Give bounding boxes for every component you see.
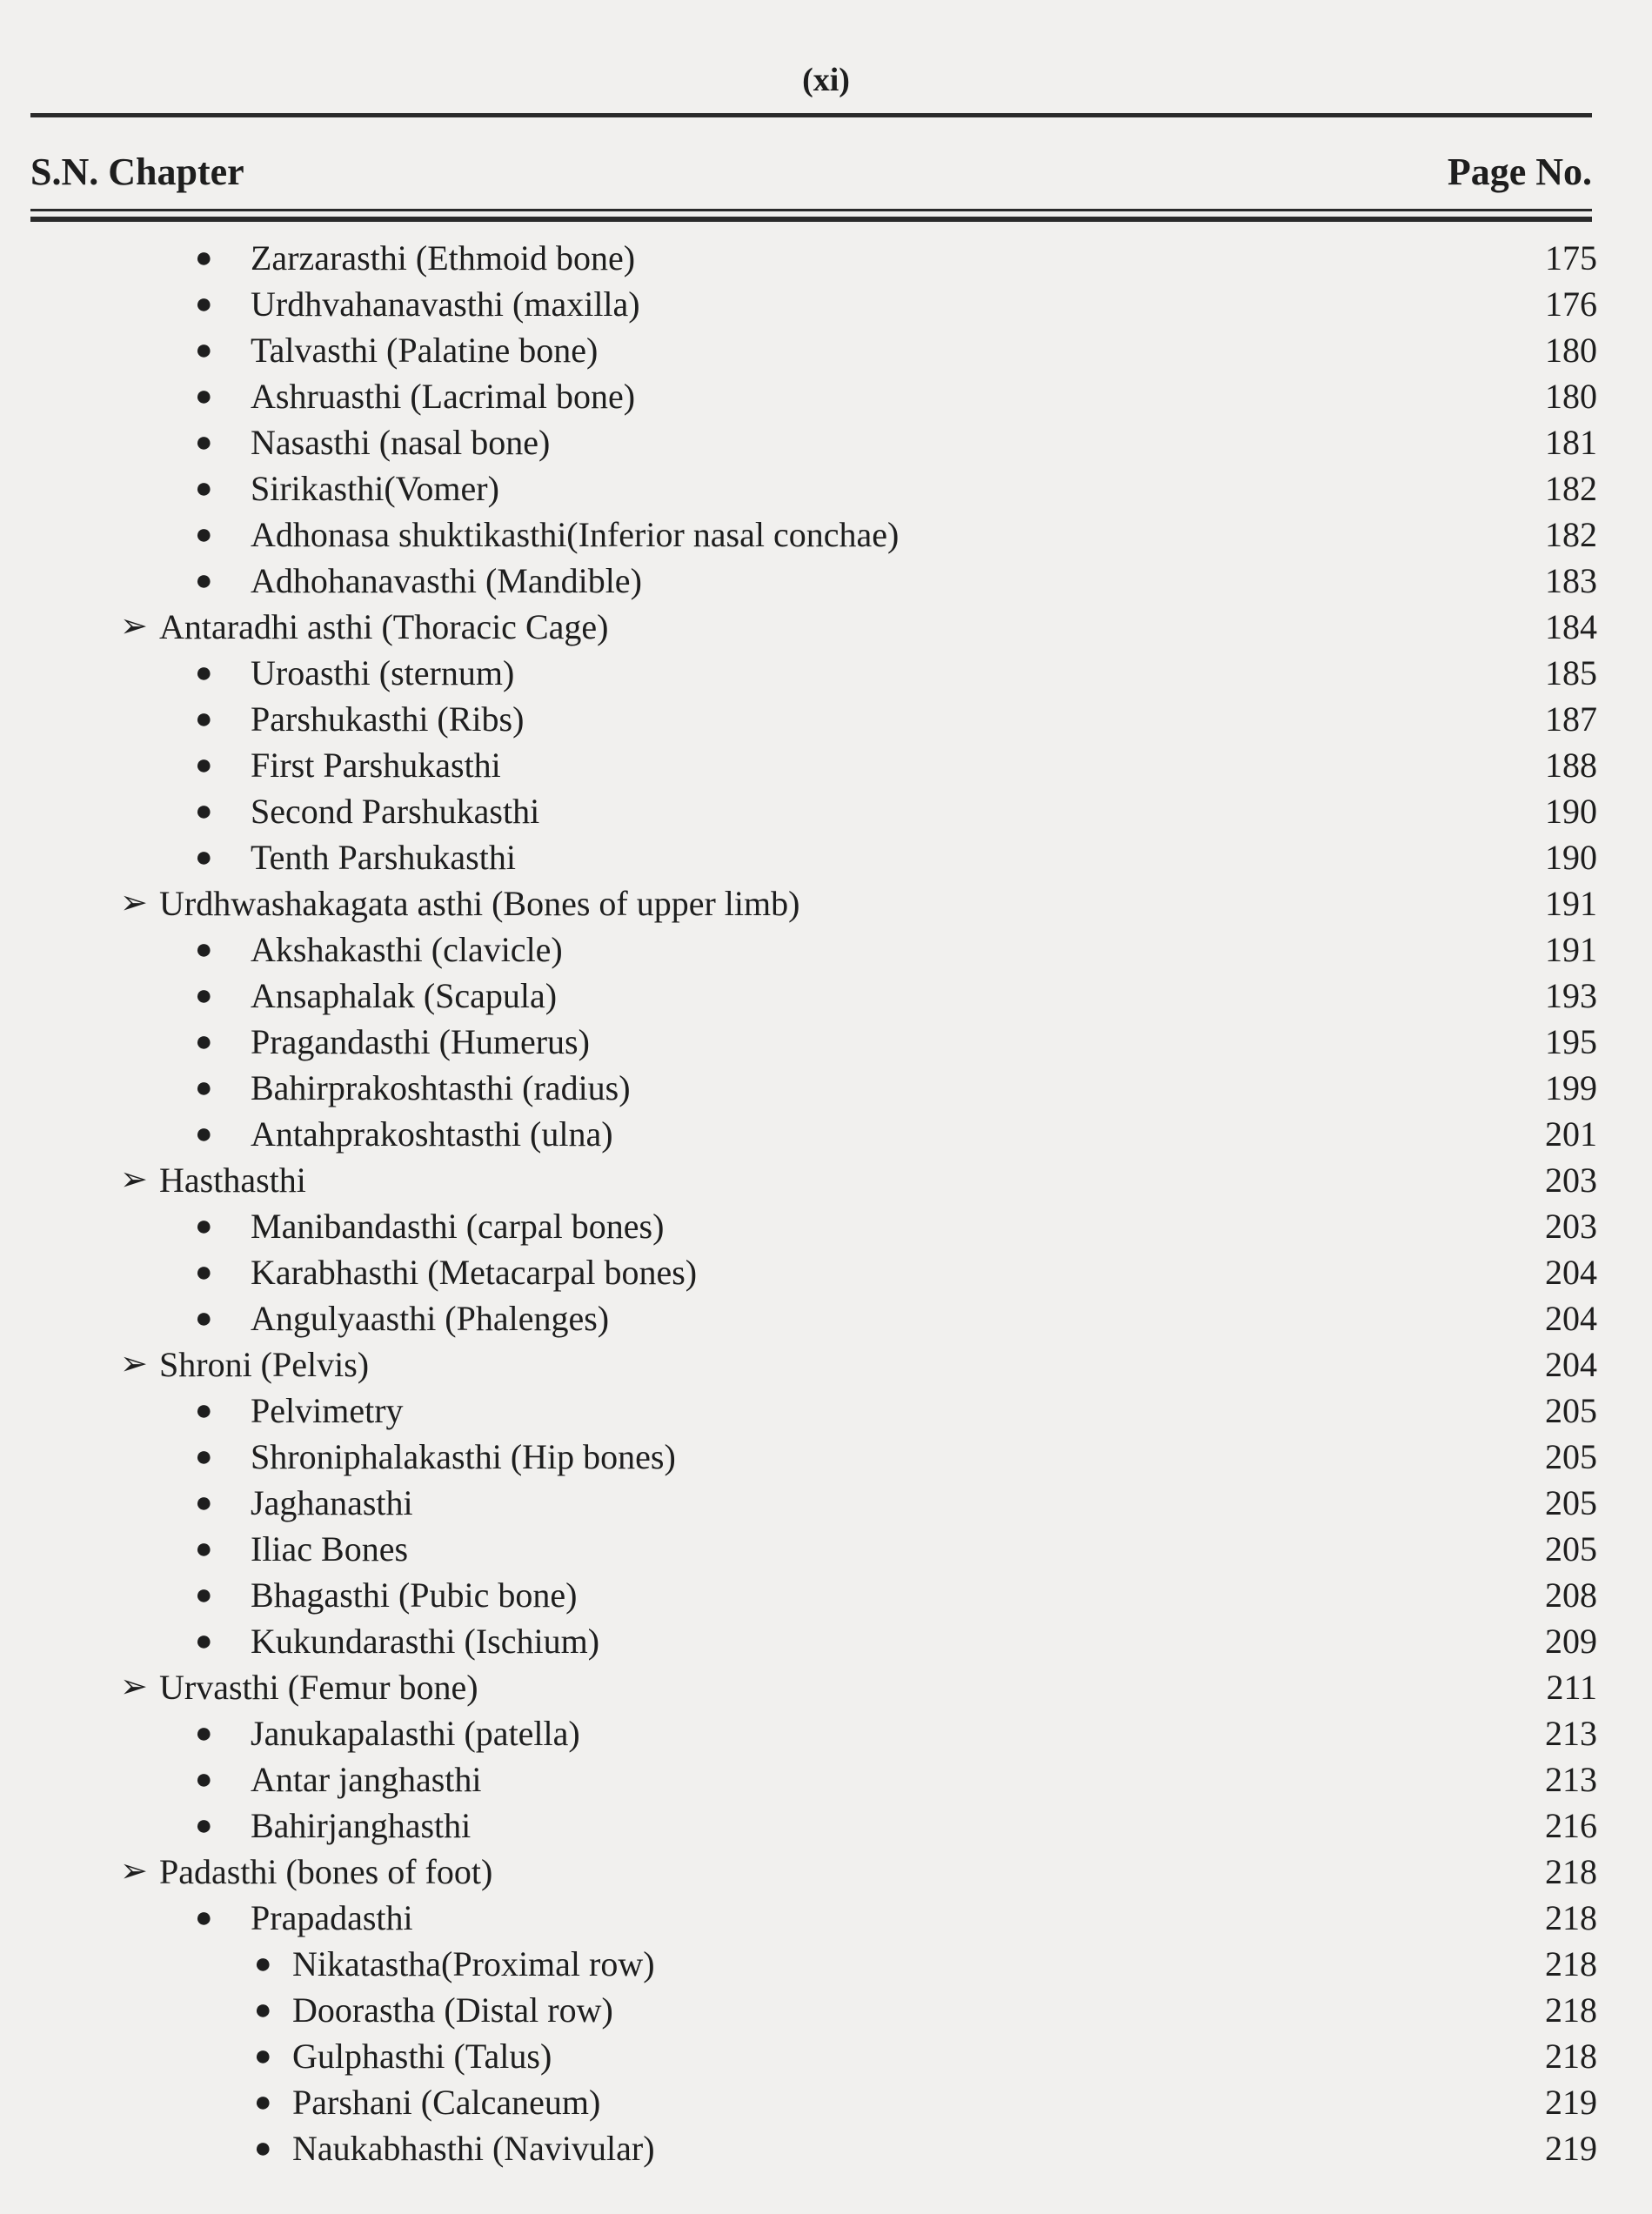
bullet-icon: ● bbox=[195, 1118, 213, 1150]
toc-entry-title: Second Parshukasthi bbox=[251, 792, 540, 831]
toc-entry-title: Padasthi (bones of foot) bbox=[159, 1852, 493, 1891]
bullet-icon: ● bbox=[195, 657, 213, 689]
toc-entry bbox=[0, 327, 1652, 373]
toc-entry-title: Ansaphalak (Scapula) bbox=[251, 976, 558, 1015]
toc-entry bbox=[0, 1987, 1652, 2033]
bullet-icon: ● bbox=[195, 1763, 213, 1796]
bullet-icon: ● bbox=[254, 1994, 272, 2026]
bullet-icon: ● bbox=[195, 1395, 213, 1427]
bullet-icon: ● bbox=[195, 334, 213, 366]
toc-entry-title: First Parshukasthi bbox=[251, 746, 501, 785]
toc-entry bbox=[0, 1341, 1652, 1388]
bullet-icon: ● bbox=[195, 1026, 213, 1058]
toc-entry bbox=[0, 1111, 1652, 1157]
bullet-icon: ● bbox=[195, 980, 213, 1012]
section-arrow-icon: ➢ bbox=[120, 885, 148, 921]
toc-entry-title: Tenth Parshukasthi bbox=[251, 838, 516, 877]
toc-entry bbox=[0, 696, 1652, 742]
toc-entry-page: 203 bbox=[1545, 1161, 1597, 1200]
bullet-icon: ● bbox=[195, 472, 213, 505]
toc-entry-page: 218 bbox=[1545, 1944, 1597, 1983]
table-of-contents bbox=[0, 235, 1652, 2171]
table-header bbox=[30, 150, 1592, 202]
toc-entry-title: Naukabhasthi (Navivular) bbox=[292, 2129, 655, 2168]
page-number: (xi) bbox=[802, 62, 850, 98]
toc-entry-page: 209 bbox=[1545, 1622, 1597, 1661]
toc-entry-page: 216 bbox=[1545, 1806, 1597, 1845]
section-arrow-icon: ➢ bbox=[120, 1853, 148, 1890]
toc-entry bbox=[0, 650, 1652, 696]
toc-entry-page: 218 bbox=[1545, 2037, 1597, 2076]
toc-entry-page: 191 bbox=[1545, 884, 1597, 923]
toc-entry-title: Nikatastha(Proximal row) bbox=[292, 1944, 655, 1983]
bullet-icon: ● bbox=[195, 380, 213, 412]
toc-entry-page: 218 bbox=[1545, 1852, 1597, 1891]
toc-entry-title: Shroniphalakasthi (Hip bones) bbox=[251, 1437, 676, 1476]
header-rule-thick bbox=[30, 217, 1592, 222]
toc-entry-page: 204 bbox=[1545, 1299, 1597, 1338]
toc-entry-title: Uroasthi (sternum) bbox=[251, 653, 515, 692]
toc-entry bbox=[0, 1295, 1652, 1341]
bullet-icon: ● bbox=[195, 1256, 213, 1288]
toc-entry-title: Jaghanasthi bbox=[251, 1483, 413, 1522]
toc-entry-page: 205 bbox=[1545, 1529, 1597, 1569]
toc-entry-title: Janukapalasthi (patella) bbox=[251, 1714, 580, 1753]
toc-entry-page: 213 bbox=[1545, 1760, 1597, 1799]
toc-entry-title: Talvasthi (Palatine bone) bbox=[251, 331, 599, 370]
toc-entry-page: 203 bbox=[1545, 1207, 1597, 1246]
bullet-icon: ● bbox=[254, 2132, 272, 2164]
toc-entry-page: 181 bbox=[1545, 423, 1597, 462]
toc-entry bbox=[0, 1710, 1652, 1756]
toc-entry-title: Kukundarasthi (Ischium) bbox=[251, 1622, 600, 1661]
toc-entry-title: Adhohanavasthi (Mandible) bbox=[251, 561, 642, 600]
toc-entry-page: 213 bbox=[1545, 1714, 1597, 1753]
toc-entry-page: 208 bbox=[1545, 1575, 1597, 1615]
bullet-icon: ● bbox=[195, 426, 213, 458]
toc-entry-page: 185 bbox=[1545, 653, 1597, 692]
toc-entry bbox=[0, 742, 1652, 788]
toc-entry-page: 191 bbox=[1545, 930, 1597, 969]
bullet-icon: ● bbox=[195, 288, 213, 320]
toc-entry-title: Bhagasthi (Pubic bone) bbox=[251, 1575, 578, 1615]
toc-entry bbox=[0, 281, 1652, 327]
toc-entry-title: Pelvimetry bbox=[251, 1391, 404, 1430]
bullet-icon: ● bbox=[254, 1948, 272, 1980]
bullet-icon: ● bbox=[195, 1717, 213, 1749]
toc-entry-title: Urdhwashakagata asthi (Bones of upper limb) bbox=[159, 884, 800, 923]
sn-chapter-heading: S.N. Chapter bbox=[30, 150, 244, 193]
toc-entry bbox=[0, 2125, 1652, 2171]
toc-entry-title: Antaradhi asthi (Thoracic Cage) bbox=[159, 607, 609, 646]
toc-entry bbox=[0, 419, 1652, 465]
toc-entry-title: Angulyaasthi (Phalenges) bbox=[251, 1299, 610, 1338]
bullet-icon: ● bbox=[195, 1302, 213, 1334]
toc-entry bbox=[0, 512, 1652, 558]
toc-entry bbox=[0, 1895, 1652, 1941]
bullet-icon: ● bbox=[195, 749, 213, 781]
toc-entry bbox=[0, 1849, 1652, 1895]
bullet-icon: ● bbox=[195, 795, 213, 827]
toc-entry bbox=[0, 1572, 1652, 1618]
toc-entry-page: 183 bbox=[1545, 561, 1597, 600]
bullet-icon: ● bbox=[195, 1902, 213, 1934]
toc-entry-page: 184 bbox=[1545, 607, 1597, 646]
toc-entry-page: 201 bbox=[1545, 1114, 1597, 1154]
toc-entry-title: Pragandasthi (Humerus) bbox=[251, 1022, 590, 1061]
toc-entry-page: 190 bbox=[1545, 792, 1597, 831]
section-arrow-icon: ➢ bbox=[120, 608, 148, 645]
toc-entry-page: 195 bbox=[1545, 1022, 1597, 1061]
toc-entry-page: 193 bbox=[1545, 976, 1597, 1015]
bullet-icon: ● bbox=[195, 1487, 213, 1519]
toc-entry-page: 219 bbox=[1545, 2129, 1597, 2168]
toc-entry-title: Parshani (Calcaneum) bbox=[292, 2083, 601, 2122]
toc-entry-title: Antahprakoshtasthi (ulna) bbox=[251, 1114, 613, 1154]
toc-entry-page: 190 bbox=[1545, 838, 1597, 877]
toc-entry bbox=[0, 465, 1652, 512]
toc-entry bbox=[0, 926, 1652, 973]
toc-entry bbox=[0, 1434, 1652, 1480]
toc-entry bbox=[0, 1803, 1652, 1849]
bullet-icon: ● bbox=[195, 1579, 213, 1611]
toc-entry-title: Antar janghasthi bbox=[251, 1760, 482, 1799]
toc-entry bbox=[0, 1157, 1652, 1203]
toc-entry-page: 182 bbox=[1545, 469, 1597, 508]
bullet-icon: ● bbox=[195, 565, 213, 597]
toc-entry-page: 218 bbox=[1545, 1898, 1597, 1937]
toc-entry bbox=[0, 2033, 1652, 2079]
section-arrow-icon: ➢ bbox=[120, 1346, 148, 1382]
toc-entry-title: Gulphasthi (Talus) bbox=[292, 2037, 552, 2076]
bullet-icon: ● bbox=[195, 518, 213, 551]
bullet-icon: ● bbox=[195, 841, 213, 873]
toc-entry-title: Doorastha (Distal row) bbox=[292, 1990, 613, 2030]
toc-entry-title: Nasasthi (nasal bone) bbox=[251, 423, 551, 462]
toc-entry bbox=[0, 235, 1652, 281]
bullet-icon: ● bbox=[195, 1533, 213, 1565]
toc-entry-title: Zarzarasthi (Ethmoid bone) bbox=[251, 238, 636, 278]
top-rule bbox=[30, 113, 1592, 117]
toc-entry-page: 205 bbox=[1545, 1483, 1597, 1522]
toc-entry bbox=[0, 973, 1652, 1019]
toc-entry-page: 188 bbox=[1545, 746, 1597, 785]
toc-entry-page: 204 bbox=[1545, 1345, 1597, 1384]
toc-entry bbox=[0, 1249, 1652, 1295]
toc-entry bbox=[0, 2079, 1652, 2125]
toc-entry-page: 175 bbox=[1545, 238, 1597, 278]
header-rule-thin bbox=[30, 209, 1592, 211]
toc-entry bbox=[0, 1664, 1652, 1710]
toc-entry bbox=[0, 1065, 1652, 1111]
toc-entry-title: Urvasthi (Femur bone) bbox=[159, 1668, 478, 1707]
toc-entry bbox=[0, 373, 1652, 419]
bullet-icon: ● bbox=[195, 1809, 213, 1842]
toc-entry-page: 218 bbox=[1545, 1990, 1597, 2030]
toc-entry-page: 205 bbox=[1545, 1437, 1597, 1476]
bullet-icon: ● bbox=[254, 2086, 272, 2118]
toc-entry bbox=[0, 788, 1652, 834]
toc-entry-title: Akshakasthi (clavicle) bbox=[251, 930, 563, 969]
bullet-icon: ● bbox=[195, 1625, 213, 1657]
toc-entry-title: Bahirprakoshtasthi (radius) bbox=[251, 1068, 631, 1107]
toc-entry bbox=[0, 1756, 1652, 1803]
toc-entry bbox=[0, 1203, 1652, 1249]
section-arrow-icon: ➢ bbox=[120, 1669, 148, 1705]
toc-entry-page: 211 bbox=[1546, 1668, 1597, 1707]
toc-entry bbox=[0, 834, 1652, 880]
toc-entry-title: Adhonasa shuktikasthi(Inferior nasal conchae) bbox=[251, 515, 900, 554]
toc-entry-page: 205 bbox=[1545, 1391, 1597, 1430]
bullet-icon: ● bbox=[195, 933, 213, 966]
toc-entry bbox=[0, 1941, 1652, 1987]
toc-entry-title: Ashruasthi (Lacrimal bone) bbox=[251, 377, 636, 416]
section-arrow-icon: ➢ bbox=[120, 1161, 148, 1198]
toc-entry-title: Prapadasthi bbox=[251, 1898, 413, 1937]
toc-entry-title: Manibandasthi (carpal bones) bbox=[251, 1207, 665, 1246]
toc-entry bbox=[0, 1480, 1652, 1526]
bullet-icon: ● bbox=[195, 703, 213, 735]
toc-entry bbox=[0, 1526, 1652, 1572]
toc-entry-title: Urdhvahanavasthi (maxilla) bbox=[251, 284, 640, 324]
bullet-icon: ● bbox=[195, 242, 213, 274]
toc-entry-page: 180 bbox=[1545, 331, 1597, 370]
toc-entry-title: Karabhasthi (Metacarpal bones) bbox=[251, 1253, 698, 1292]
toc-entry-page: 204 bbox=[1545, 1253, 1597, 1292]
toc-entry-title: Parshukasthi (Ribs) bbox=[251, 699, 525, 739]
toc-entry-page: 182 bbox=[1545, 515, 1597, 554]
toc-entry-title: Sirikasthi(Vomer) bbox=[251, 469, 499, 508]
bullet-icon: ● bbox=[195, 1441, 213, 1473]
toc-entry bbox=[0, 1618, 1652, 1664]
toc-entry-page: 187 bbox=[1545, 699, 1597, 739]
toc-entry bbox=[0, 880, 1652, 926]
toc-entry-page: 180 bbox=[1545, 377, 1597, 416]
toc-entry bbox=[0, 1019, 1652, 1065]
toc-entry bbox=[0, 604, 1652, 650]
toc-entry-page: 199 bbox=[1545, 1068, 1597, 1107]
toc-entry-title: Iliac Bones bbox=[251, 1529, 409, 1569]
bullet-icon: ● bbox=[195, 1210, 213, 1242]
toc-entry-title: Hasthasthi bbox=[159, 1161, 306, 1200]
toc-entry-title: Shroni (Pelvis) bbox=[159, 1345, 370, 1384]
bullet-icon: ● bbox=[195, 1072, 213, 1104]
page-no-heading: Page No. bbox=[1447, 150, 1592, 193]
toc-entry bbox=[0, 1388, 1652, 1434]
toc-entry bbox=[0, 558, 1652, 604]
toc-entry-page: 219 bbox=[1545, 2083, 1597, 2122]
toc-entry-page: 176 bbox=[1545, 284, 1597, 324]
bullet-icon: ● bbox=[254, 2040, 272, 2072]
toc-entry-title: Bahirjanghasthi bbox=[251, 1806, 472, 1845]
